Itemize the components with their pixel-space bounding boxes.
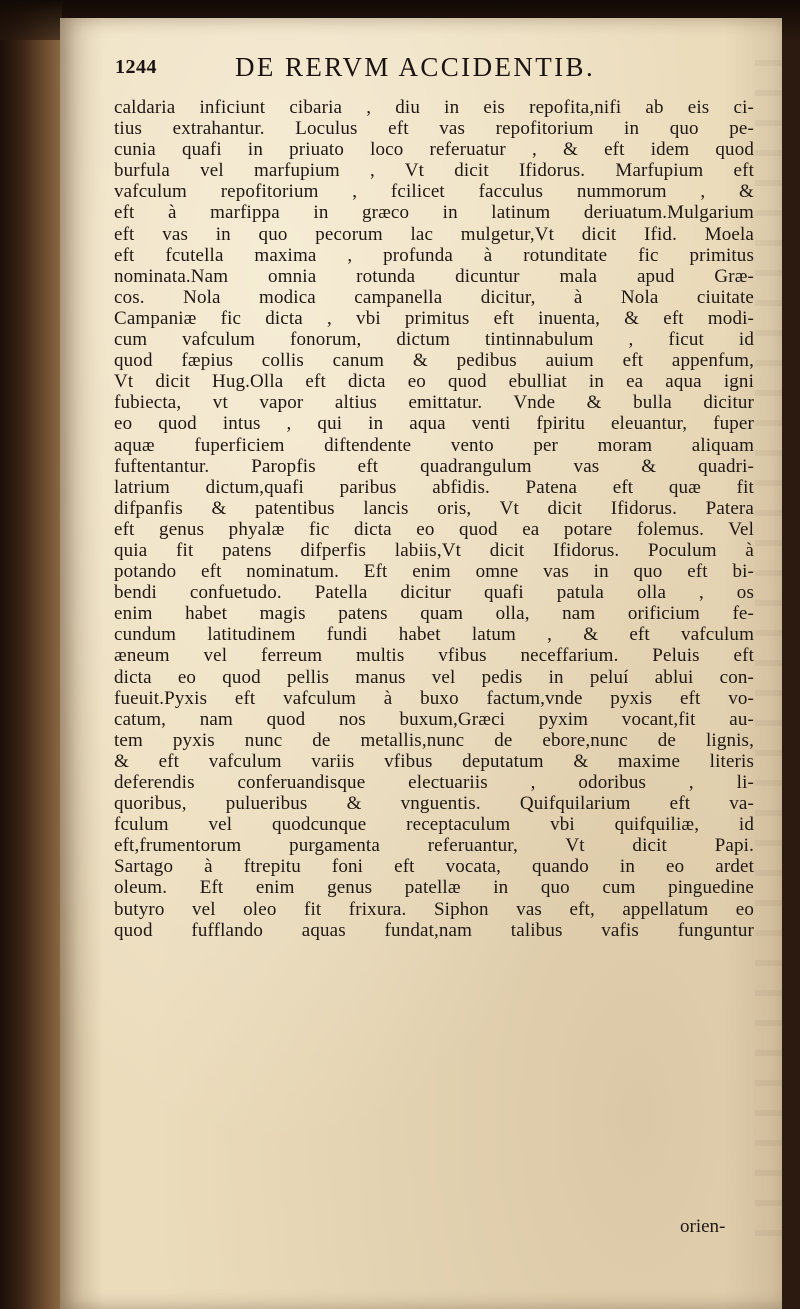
- text-line: enim habet magis patens quam olla, nam orificium fe-: [114, 603, 754, 625]
- text-line: fculum vel quodcunque receptaculum vbi quifquiliæ, id: [114, 814, 754, 836]
- text-line: Vt dicit Hug.Olla eft dicta eo quod ebulliat in ea aqua igni: [114, 371, 754, 393]
- text-line: nominata.Nam omnia rotunda dicuntur mala apud Græ-: [114, 265, 754, 287]
- text-line: difpanfis & patentibus lancis oris, Vt dicit Ifidorus. Patera: [114, 497, 754, 519]
- text-line: quod fufflando aquas fundat,nam talibus vafis funguntur: [114, 919, 754, 941]
- text-line: eft vas in quo pecorum lac mulgetur,Vt dicit Ifid. Moela: [114, 223, 754, 245]
- text-line: fuftentantur. Paropfis eft quadrangulum vas & quadri-: [114, 455, 754, 477]
- text-line: Sartago à ftrepitu foni eft vocata, quando in eo ardet: [114, 856, 754, 878]
- text-line: vafculum repofitorium , fcilicet facculus nummorum , &: [114, 181, 754, 203]
- catchword: orien-: [680, 1216, 726, 1237]
- text-line: cunia quafi in priuato loco referuatur , & eft idem quod: [114, 139, 754, 161]
- text-line: tius extrahantur. Loculus eft vas repofitorium in quo pe-: [114, 118, 754, 140]
- text-line: eo quod intus , qui in aqua venti fpiritu eleuantur, fuper: [114, 413, 754, 435]
- text-line: æneum vel ferreum multis vfibus neceffarium. Peluis eft: [114, 645, 754, 667]
- text-line: bendi confuetudo. Patella dicitur quafi patula olla , os: [114, 582, 754, 604]
- body-text: [114, 97, 754, 941]
- text-line: cos. Nola modica campanella dicitur, à Nola ciuitate: [114, 286, 754, 308]
- text-line: burfula vel marfupium , Vt dicit Ifidorus. Marfupium eft: [114, 160, 754, 182]
- text-line: tem pyxis nunc de metallis,nunc de ebore,nunc de lignis,: [114, 729, 754, 751]
- text-line: & eft vafculum variis vfibus deputatum & maxime literis: [114, 750, 754, 772]
- show-through: [755, 60, 782, 1260]
- text-line: butyro vel oleo fit frixura. Siphon vas eft, appellatum eo: [114, 898, 754, 920]
- text-line: latrium dictum,quafi paribus abfidis. Patena eft quæ fit: [114, 476, 754, 498]
- text-line: eft fcutella maxima , profunda à rotunditate fic primitus: [114, 244, 754, 266]
- running-title: DE RERVM ACCIDENTIB.: [235, 52, 596, 82]
- text-line: Campaniæ fic dicta , vbi primitus eft inuenta, & eft modi-: [114, 307, 754, 329]
- text-line: cum vafculum fonorum, dictum tintinnabulum , ficut id: [114, 329, 754, 351]
- page-number: 1244: [115, 56, 157, 78]
- text-line: fueuit.Pyxis eft vafculum à buxo factum,vnde pyxis eft vo-: [114, 687, 754, 709]
- book-spine: [0, 0, 62, 1309]
- text-line: cundum latitudinem fundi habet latum , & eft vafculum: [114, 624, 754, 646]
- text-line: quod fæpius collis canum & pedibus auium eft appenfum,: [114, 350, 754, 372]
- text-line: quoribus, pulueribus & vnguentis. Quifquilarium eft va-: [114, 793, 754, 815]
- text-line: eft genus phyalæ fic dicta eo quod ea potare folemus. Vel: [114, 518, 754, 540]
- text-line: oleum. Eft enim genus patellæ in quo cum pinguedine: [114, 877, 754, 899]
- text-line: potando eft nominatum. Eft enim omne vas in quo eft bi-: [114, 561, 754, 583]
- text-line: caldaria inficiunt cibaria , diu in eis repofita,nifi ab eis ci-: [114, 97, 754, 118]
- text-line: eft,frumentorum purgamenta referuantur, Vt dicit Papi.: [114, 835, 754, 857]
- text-line: eft à marfippa in græco in latinum deriuatum.Mulgarium: [114, 202, 754, 224]
- text-line: dicta eo quod pellis manus vel pedis in peluí ablui con-: [114, 666, 754, 688]
- text-line: catum, nam quod nos buxum,Græci pyxim vocant,fit au-: [114, 708, 754, 730]
- text-line: aquæ fuperficiem diftendente vento per moram aliquam: [114, 434, 754, 456]
- page-header: [115, 52, 755, 92]
- text-line: quia fit patens difperfis labiis,Vt dicit Ifidorus. Poculum à: [114, 539, 754, 561]
- text-line: fubiecta, vt vapor altius emittatur. Vnde & bulla dicitur: [114, 392, 754, 414]
- text-line: deferendis conferuandisque electuariis , odoribus , li-: [114, 772, 754, 793]
